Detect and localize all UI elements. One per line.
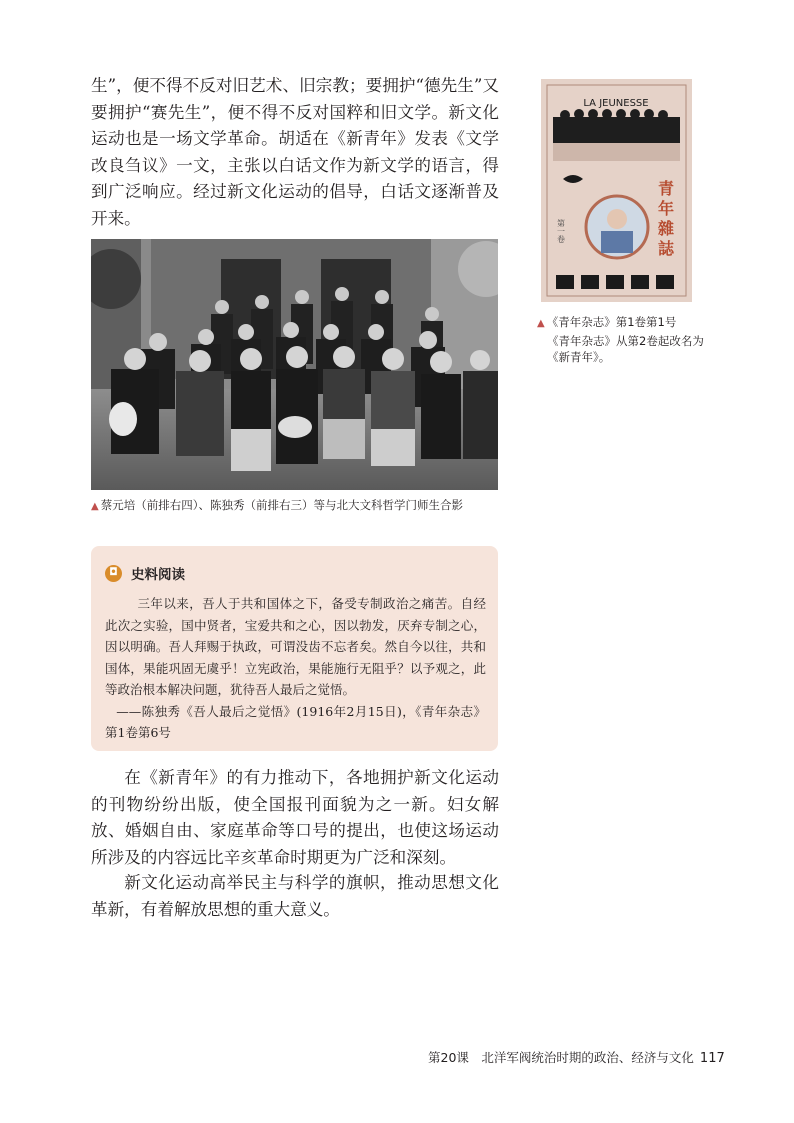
- historical-reading-box: [91, 546, 498, 751]
- paragraph-bottom-2: 新文化运动高举民主与科学的旗帜，推动思想文化革新，有着解放思想的重大意义。: [91, 873, 499, 919]
- magazine-cover: [541, 79, 692, 302]
- group-photo-image: [91, 239, 498, 490]
- svg-text:年: 年: [658, 199, 675, 218]
- magazine-caption-line2: 《青年杂志》从第2卷起改名为《新青年》。: [547, 333, 704, 364]
- magazine-caption-line1: 《青年杂志》第1卷第1号: [546, 315, 677, 329]
- svg-text:青: 青: [658, 179, 675, 198]
- triangle-marker-icon: ▲: [91, 501, 99, 512]
- svg-text:第一卷: 第一卷: [556, 219, 566, 243]
- reading-quote: 三年以来，吾人于共和国体之下，备受专制政治之痛苦。自经此次之实验，国中贤者，宝爱共和之心，因以勃发，厌弃专制之心，因以明确。吾人拜赐于执政，可谓没齿不忘者矣。然自今以往，共和国体，果能巩固无虞乎！立宪政治，果能施行无阻乎？以予观之，此等政治根本解决问题，犹待吾人最后之觉悟。: [105, 596, 486, 697]
- photo-caption-text: 蔡元培（前排右四）、陈独秀（前排右三）等与北大文科哲学门师生合影: [100, 498, 463, 512]
- photo-caption: [91, 497, 511, 513]
- svg-text:雜: 雜: [658, 219, 675, 238]
- paragraph-top: 生”，便不得不反对旧艺术、旧宗教；要拥护“德先生”又要拥护“赛先生”，便不得不反对国粹和旧文学。新文化运动也是一场文学革命。胡适在《新青年》发表《文学改良刍议》一文，主张以白话文作为新文学的语言，得到广泛响应。经过新文化运动的倡导，白话文逐渐普及开来。: [91, 76, 499, 228]
- paragraph-bottom-1: 在《新青年》的有力推动下，各地拥护新文化运动的刊物纷纷出版，使全国报刊面貌为之一新。妇女解放、婚姻自由、家庭革命等口号的提出，也使这场运动所涉及的内容远比辛亥革命时期更为广泛和深刻。: [91, 768, 499, 867]
- reading-box-header: [105, 563, 185, 583]
- magazine-caption: [537, 314, 707, 366]
- page-footer: [428, 1048, 725, 1066]
- reading-box-title: 史料阅读: [131, 567, 185, 583]
- reading-box-body: [105, 593, 486, 744]
- book-icon: ◘: [105, 565, 122, 582]
- svg-text:誌: 誌: [658, 239, 675, 258]
- reading-source: ——陈独秀《吾人最后之觉悟》(1916年2月15日)，《青年杂志》第1卷第6号: [105, 703, 486, 740]
- cover-title: LA JEUNESSE: [583, 98, 649, 109]
- group-photo: [91, 239, 498, 490]
- lesson-title: 第20课 北洋军阀统治时期的政治、经济与文化: [428, 1050, 694, 1065]
- triangle-marker-icon: ▲: [537, 318, 545, 329]
- page-number: 117: [699, 1051, 725, 1066]
- magazine-cover-image: [541, 79, 692, 302]
